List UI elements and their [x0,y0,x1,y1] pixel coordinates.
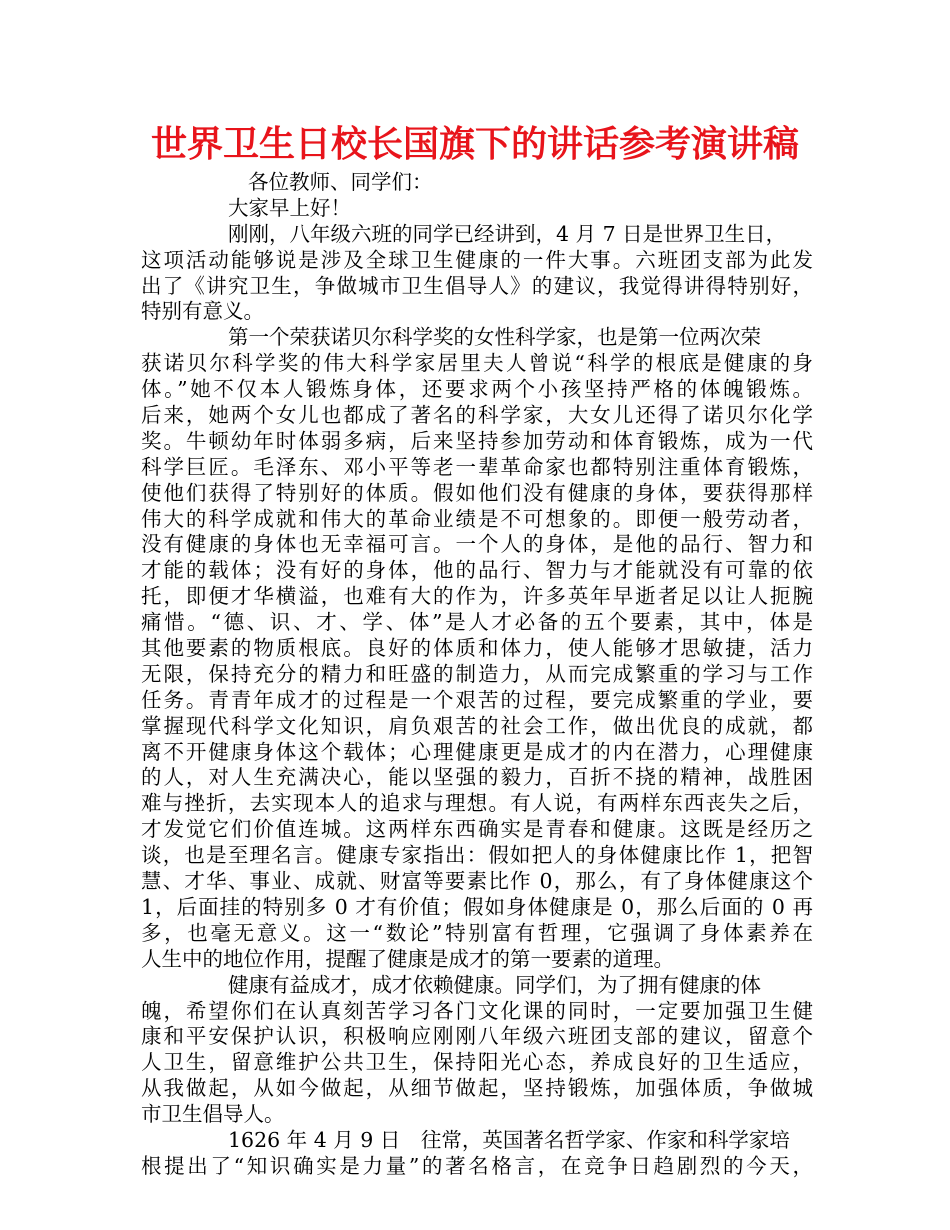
paragraph-line: 掌握现代科学文化知识，肩负艰苦的社会工作，做出优良的成就，都 [141,713,813,738]
paragraph-line: 出了《讲究卫生，争做城市卫生倡导人》的建议，我觉得讲得特别好， [141,273,813,298]
paragraph-line: 获诺贝尔科学奖的伟大科学家居里夫人曾说“科学的根底是健康的身 [141,351,813,376]
paragraph-line: 才发觉它们价值连城。这两样东西确实是青春和健康。这既是经历之 [141,817,813,842]
paragraph-line: 魄，希望你们在认真刻苦学习各门文化课的同时，一定要加强卫生健 [141,998,813,1023]
paragraph-line: 根提出了“知识确实是力量”的著名格言，在竞争日趋剧烈的今天， [141,1153,813,1178]
paragraph-line: 难与挫折，去实现本人的追求与理想。有人说，有两样东西丧失之后， [141,791,813,816]
paragraph-line: 其他要素的物质根底。良好的体质和体力，使人能够才思敏捷，活力 [141,636,813,661]
paragraph-line: 离不开健康身体这个载体；心理健康更是成才的内在潜力，心理健康 [141,739,813,764]
paragraph-line: 这项活动能够说是涉及全球卫生健康的一件大事。六班团支部为此发 [141,247,813,272]
salutation-line: 各位教师、同学们： [248,170,433,194]
paragraph-line: 后来，她两个女儿也都成了著名的科学家，大女儿还得了诺贝尔化学 [141,403,813,428]
paragraph-line: 奖。牛顿幼年时体弱多病，后来坚持参加劳动和体育锻炼，成为一代 [141,428,813,453]
paragraph-line: 1，后面挂的特别多 0 才有价值；假如身体健康是 0，那么后面的 0 再 [141,894,813,919]
paragraph-line: 市卫生倡导人。 [141,1102,285,1127]
document-body [141,170,813,1180]
greeting-line: 大家早上好！ [228,195,351,220]
paragraph-line: 无限，保持充分的精力和旺盛的制造力，从而完成繁重的学习与工作 [141,661,813,686]
paragraph-line: 多，也毫无意义。这一“数论”特别富有哲理，它强调了身体素养在 [141,920,813,945]
paragraph-line: 人生中的地位作用，提醒了健康是成才的第一要素的道理。 [141,946,674,971]
paragraph-line: 痛惜。“德、识、才、学、体”是人才必备的五个要素，其中，体是 [141,610,813,635]
paragraph-line: 伟大的科学成就和伟大的革命业绩是不可想象的。即便一般劳动者， [141,506,813,531]
paragraph-line: 使他们获得了特别好的体质。假如他们没有健康的身体，要获得那样 [141,480,813,505]
paragraph-line: 康和平安保护认识，积极响应刚刚八年级六班团支部的建议，留意个 [141,1024,813,1049]
paragraph-line: 没有健康的身体也无幸福可言。一个人的身体，是他的品行、智力和 [141,532,813,557]
paragraph-line: 托，即便才华横溢，也难有大的作为，许多英年早逝者足以让人扼腕 [141,584,813,609]
paragraph-line: 科学巨匠。毛泽东、邓小平等老一辈革命家也都特别注重体育锻炼， [141,454,813,479]
paragraph-line: 慧、才华、事业、成就、财富等要素比作 0，那么，有了身体健康这个 [141,869,813,894]
paragraph-line: 第一个荣获诺贝尔科学奖的女性科学家，也是第一位两次荣 [228,325,761,350]
paragraph-line: 任务。青青年成才的过程是一个艰苦的过程，要完成繁重的学业，要 [141,687,813,712]
paragraph-line: 从我做起，从如今做起，从细节做起，坚持锻炼，加强体质，争做城 [141,1076,813,1101]
paragraph-line: 的人，对人生充满决心，能以坚强的毅力，百折不挠的精神，战胜困 [141,765,813,790]
document-title: 世界卫生日校长国旗下的讲话参考演讲稿 [150,124,799,165]
paragraph-line: 人卫生，留意维护公共卫生，保持阳光心态，养成良好的卫生适应， [141,1050,813,1075]
paragraph-line: 体。”她不仅本人锻炼身体，还要求两个小孩坚持严格的体魄锻炼。 [141,377,813,402]
paragraph-line: 刚刚，八年级六班的同学已经讲到，4 月 7 日是世界卫生日， [228,221,787,246]
paragraph-line: 谈，也是至理名言。健康专家指出：假如把人的身体健康比作 1，把智 [141,843,813,868]
paragraph-line: 特别有意义。 [141,299,264,324]
paragraph-line: 才能的载体；没有好的身体，他的品行、智力与才能就没有可靠的依 [141,558,813,583]
paragraph-line: 健康有益成才，成才依赖健康。同学们，为了拥有健康的体 [228,972,761,997]
paragraph-line: 1626 年 4 月 9 日 往常，英国著名哲学家、作家和科学家培 [228,1127,790,1152]
